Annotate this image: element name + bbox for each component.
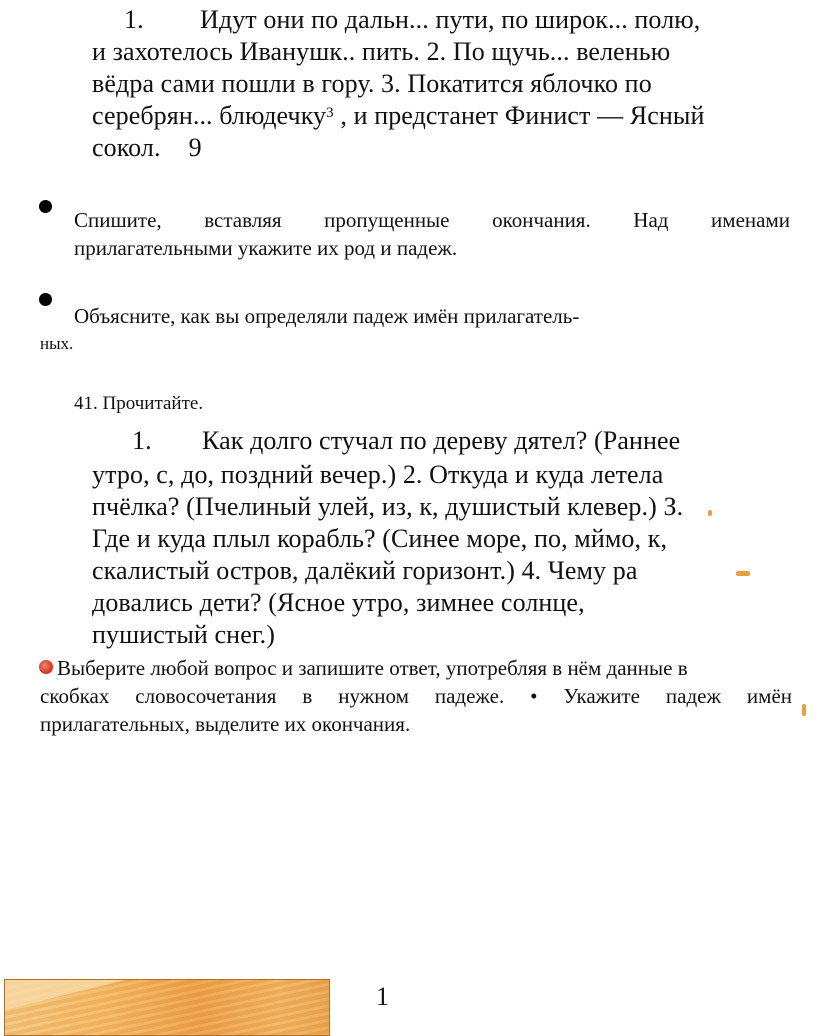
paragraph-2-line-5: скалистый остров, далёкий горизонт.) 4. Чему ра bbox=[92, 556, 638, 585]
paragraph-1-line-5 bbox=[92, 132, 202, 164]
paragraph-2-line-6: довались дети? (Ясное утро, зимнее солнце, bbox=[92, 588, 585, 617]
bullet-icon bbox=[39, 200, 52, 213]
exercise-title: 41. Прочитайте. bbox=[74, 393, 204, 414]
task-3-line-3: прилагательных, выделите их окончания. bbox=[40, 712, 411, 736]
paragraph-1-line-1 bbox=[124, 4, 700, 36]
task-2-line-1: Объясните, как вы определяли падеж имён прилагатель- bbox=[74, 304, 580, 328]
task-3-line-1: Выберите любой вопрос и запишите ответ, употребляя в нём данные в bbox=[57, 656, 688, 680]
item-number: 1. bbox=[124, 5, 144, 34]
footnote-mark: 3 bbox=[326, 105, 334, 121]
paragraph-text: серебрян... блюдечку bbox=[92, 101, 327, 130]
paragraph-1-line-2: и захотелось Иванушк.. пить. 2. По щучь... веленью bbox=[92, 37, 671, 66]
page-fold-decoration bbox=[5, 980, 125, 1010]
red-bullet-icon bbox=[39, 660, 53, 674]
bullet-icon bbox=[39, 293, 52, 306]
task-1-line-1: Спишите, вставляя пропущенные окончания. Над именами bbox=[74, 208, 790, 232]
paragraph-text: Как долго стучал по дереву дятел? (Раннее bbox=[202, 426, 681, 455]
task-3-line-2: скобках словосочетания в нужном падеже. • Укажите падеж имён bbox=[40, 684, 792, 708]
paragraph-text: , и предстанет Финист — Ясный bbox=[333, 101, 705, 130]
task-2-line-2: ных. bbox=[40, 334, 74, 353]
paragraph-text: сокол. bbox=[92, 133, 161, 162]
paragraph-2-line-1 bbox=[132, 425, 680, 457]
decorative-mark bbox=[708, 510, 712, 516]
paragraph-1-line-4 bbox=[92, 100, 704, 132]
paragraph-2-line-3: пчёлка? (Пчелиный улей, из, к, душистый клевер.) З. bbox=[92, 492, 684, 521]
paragraph-1-line-3: вёдра сами пошли в гору. 3. Покатится яблочко по bbox=[92, 69, 652, 98]
page-number: 1 bbox=[376, 982, 389, 1011]
decorative-mark bbox=[802, 704, 806, 716]
wood-texture-banner bbox=[4, 979, 330, 1036]
paragraph-2-line-7: пушистый снег.) bbox=[92, 620, 276, 649]
inline-number: 9 bbox=[188, 133, 202, 162]
paragraph-text: Идут они по дальн... пути, по широк... полю, bbox=[200, 5, 701, 34]
paragraph-2-line-2: утро, с, до, поздний вечер.) 2. Откуда и куда летела bbox=[92, 460, 664, 489]
item-number: 1. bbox=[132, 426, 152, 455]
decorative-mark bbox=[736, 571, 750, 576]
paragraph-2-line-4: Где и куда плыл корабль? (Синее море, по, мймо, к, bbox=[92, 524, 668, 553]
task-1-line-2: прилагательными укажите их род и падеж. bbox=[74, 236, 458, 260]
